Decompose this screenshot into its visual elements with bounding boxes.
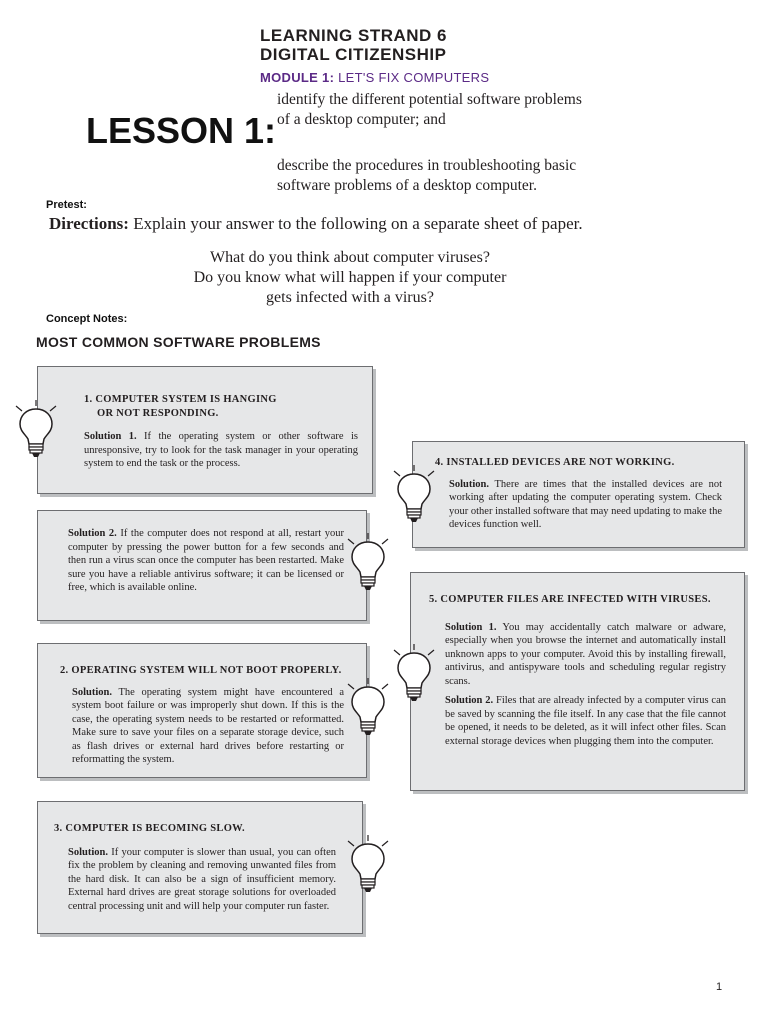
section-title: MOST COMMON SOFTWARE PROBLEMS — [36, 334, 321, 350]
module-name: LET'S FIX COMPUTERS — [334, 70, 490, 85]
lightbulb-icon — [392, 644, 436, 702]
concept-notes-label: Concept Notes: — [46, 313, 128, 325]
card-4-solution — [435, 478, 722, 532]
card-1-title-line-1: 1. COMPUTER SYSTEM IS HANGING — [84, 394, 277, 405]
lightbulb-icon — [14, 400, 58, 458]
card-1-solution-label: Solution 1. — [84, 431, 137, 442]
card-5-solution-1-text: You may accidentally catch malware or adware, especially when you browse the internet and automatically install unknown apps to your computer. Avoid this by installing firewall, antivirus, and antispyware tools and scheduling regular registry scans. — [445, 621, 726, 687]
lightbulb-icon — [392, 465, 436, 523]
objective-line-3: describe the procedures in troubleshooting basic — [277, 157, 577, 174]
directions-label: Directions: — [49, 214, 129, 233]
directions — [49, 214, 583, 234]
card-3-solution-text: If your computer is slower than usual, you can often fix the problem by cleaning and removing unwanted files from the hard disk. It can also be a sign of insufficient memory. External hard drives are great storage solutions for overloaded central processing unit and will help your computer run faster. — [68, 846, 336, 912]
problem-card-2 — [37, 643, 367, 778]
card-4-solution-label: Solution. — [449, 478, 489, 490]
lightbulb-icon — [346, 533, 390, 591]
module-title — [260, 70, 489, 85]
question-line-3: gets infected with a virus? — [266, 289, 434, 306]
card-3-solution — [54, 846, 336, 914]
card-5-solution-2-text: Files that are already infected by a computer virus can be saved by scanning the file itself. In any case that the file cannot be opened, it needs to be deleted, as it will infect other files. Scan external storage devices when plugging them into the computer. — [445, 695, 726, 747]
objective-line-1: identify the different potential software problems — [277, 91, 582, 108]
problem-card-3 — [37, 801, 363, 934]
page-number: 1 — [716, 981, 723, 993]
card-3-title: 3. COMPUTER IS BECOMING SLOW. — [54, 823, 245, 834]
card-4-solution-text: There are times that the installed devices are not working after updating the computer operating system. Check your other installed software that may need updating to make the devices function well. — [449, 478, 722, 530]
card-1-title-line-2: OR NOT RESPONDING. — [97, 407, 219, 419]
card-1b-solution-label: Solution 2. — [68, 528, 117, 539]
card-5-solution-2-label: Solution 2. — [445, 695, 494, 706]
lightbulb-icon — [346, 835, 390, 893]
card-5-solution-2 — [429, 694, 726, 748]
card-1-title — [84, 393, 358, 420]
card-5-solution-1 — [429, 621, 726, 689]
card-5-solution-1-label: Solution 1. — [445, 621, 497, 633]
problem-card-1 — [37, 366, 373, 494]
directions-text: Explain your answer to the following on a separate sheet of paper. — [128, 214, 583, 233]
question-line-2: Do you know what will happen if your computer — [193, 269, 507, 286]
objective-line-4: software problems of a desktop computer. — [277, 177, 537, 194]
strand-line-2: DIGITAL CITIZENSHIP — [260, 45, 447, 64]
card-3-solution-label: Solution. — [68, 846, 108, 858]
problem-card-5 — [410, 572, 745, 791]
module-prefix: MODULE 1: — [260, 70, 335, 85]
card-2-solution-text: The operating system might have encountered a system boot failure or was improperly shut down. If this is the case, the operating system needs to be restarted or reformatted. Make sure to save your files on a separate storage device, such as flash drives or external hard drives before restarting or reformatting the system. — [72, 686, 344, 765]
strand-line-1: LEARNING STRAND 6 — [260, 26, 448, 45]
card-1-solution — [84, 430, 358, 471]
lightbulb-icon — [346, 678, 390, 736]
card-5-title: 5. COMPUTER FILES ARE INFECTED WITH VIRUSES. — [429, 594, 711, 605]
card-1-solution-text: If the operating system or other software is unresponsive, try to look for the task manager in your operating system to end the task or the process. — [84, 431, 358, 469]
card-4-title: 4. INSTALLED DEVICES ARE NOT WORKING. — [435, 457, 675, 468]
card-2-title: 2. OPERATING SYSTEM WILL NOT BOOT PROPERLY. — [60, 665, 342, 676]
pretest-label: Pretest: — [46, 199, 87, 211]
pretest-question — [150, 248, 550, 308]
problem-card-4 — [412, 441, 745, 548]
card-1b-solution-text: If the computer does not respond at all, restart your computer by pressing the power button for a few seconds and then run a virus scan once the computer has been restarted. Make sure you have a reliable antivirus software; it can be licensed or free, which is available online. — [68, 528, 344, 593]
strand-title — [260, 26, 447, 64]
lesson-title: LESSON 1: — [86, 110, 277, 151]
question-line-1: What do you think about computer viruses? — [210, 249, 490, 266]
card-1b-solution — [68, 527, 344, 595]
objective-line-2: of a desktop computer; and — [277, 111, 446, 128]
card-2-solution — [60, 686, 344, 767]
problem-card-1-solution-2 — [37, 510, 367, 621]
card-2-solution-label: Solution. — [72, 686, 112, 698]
